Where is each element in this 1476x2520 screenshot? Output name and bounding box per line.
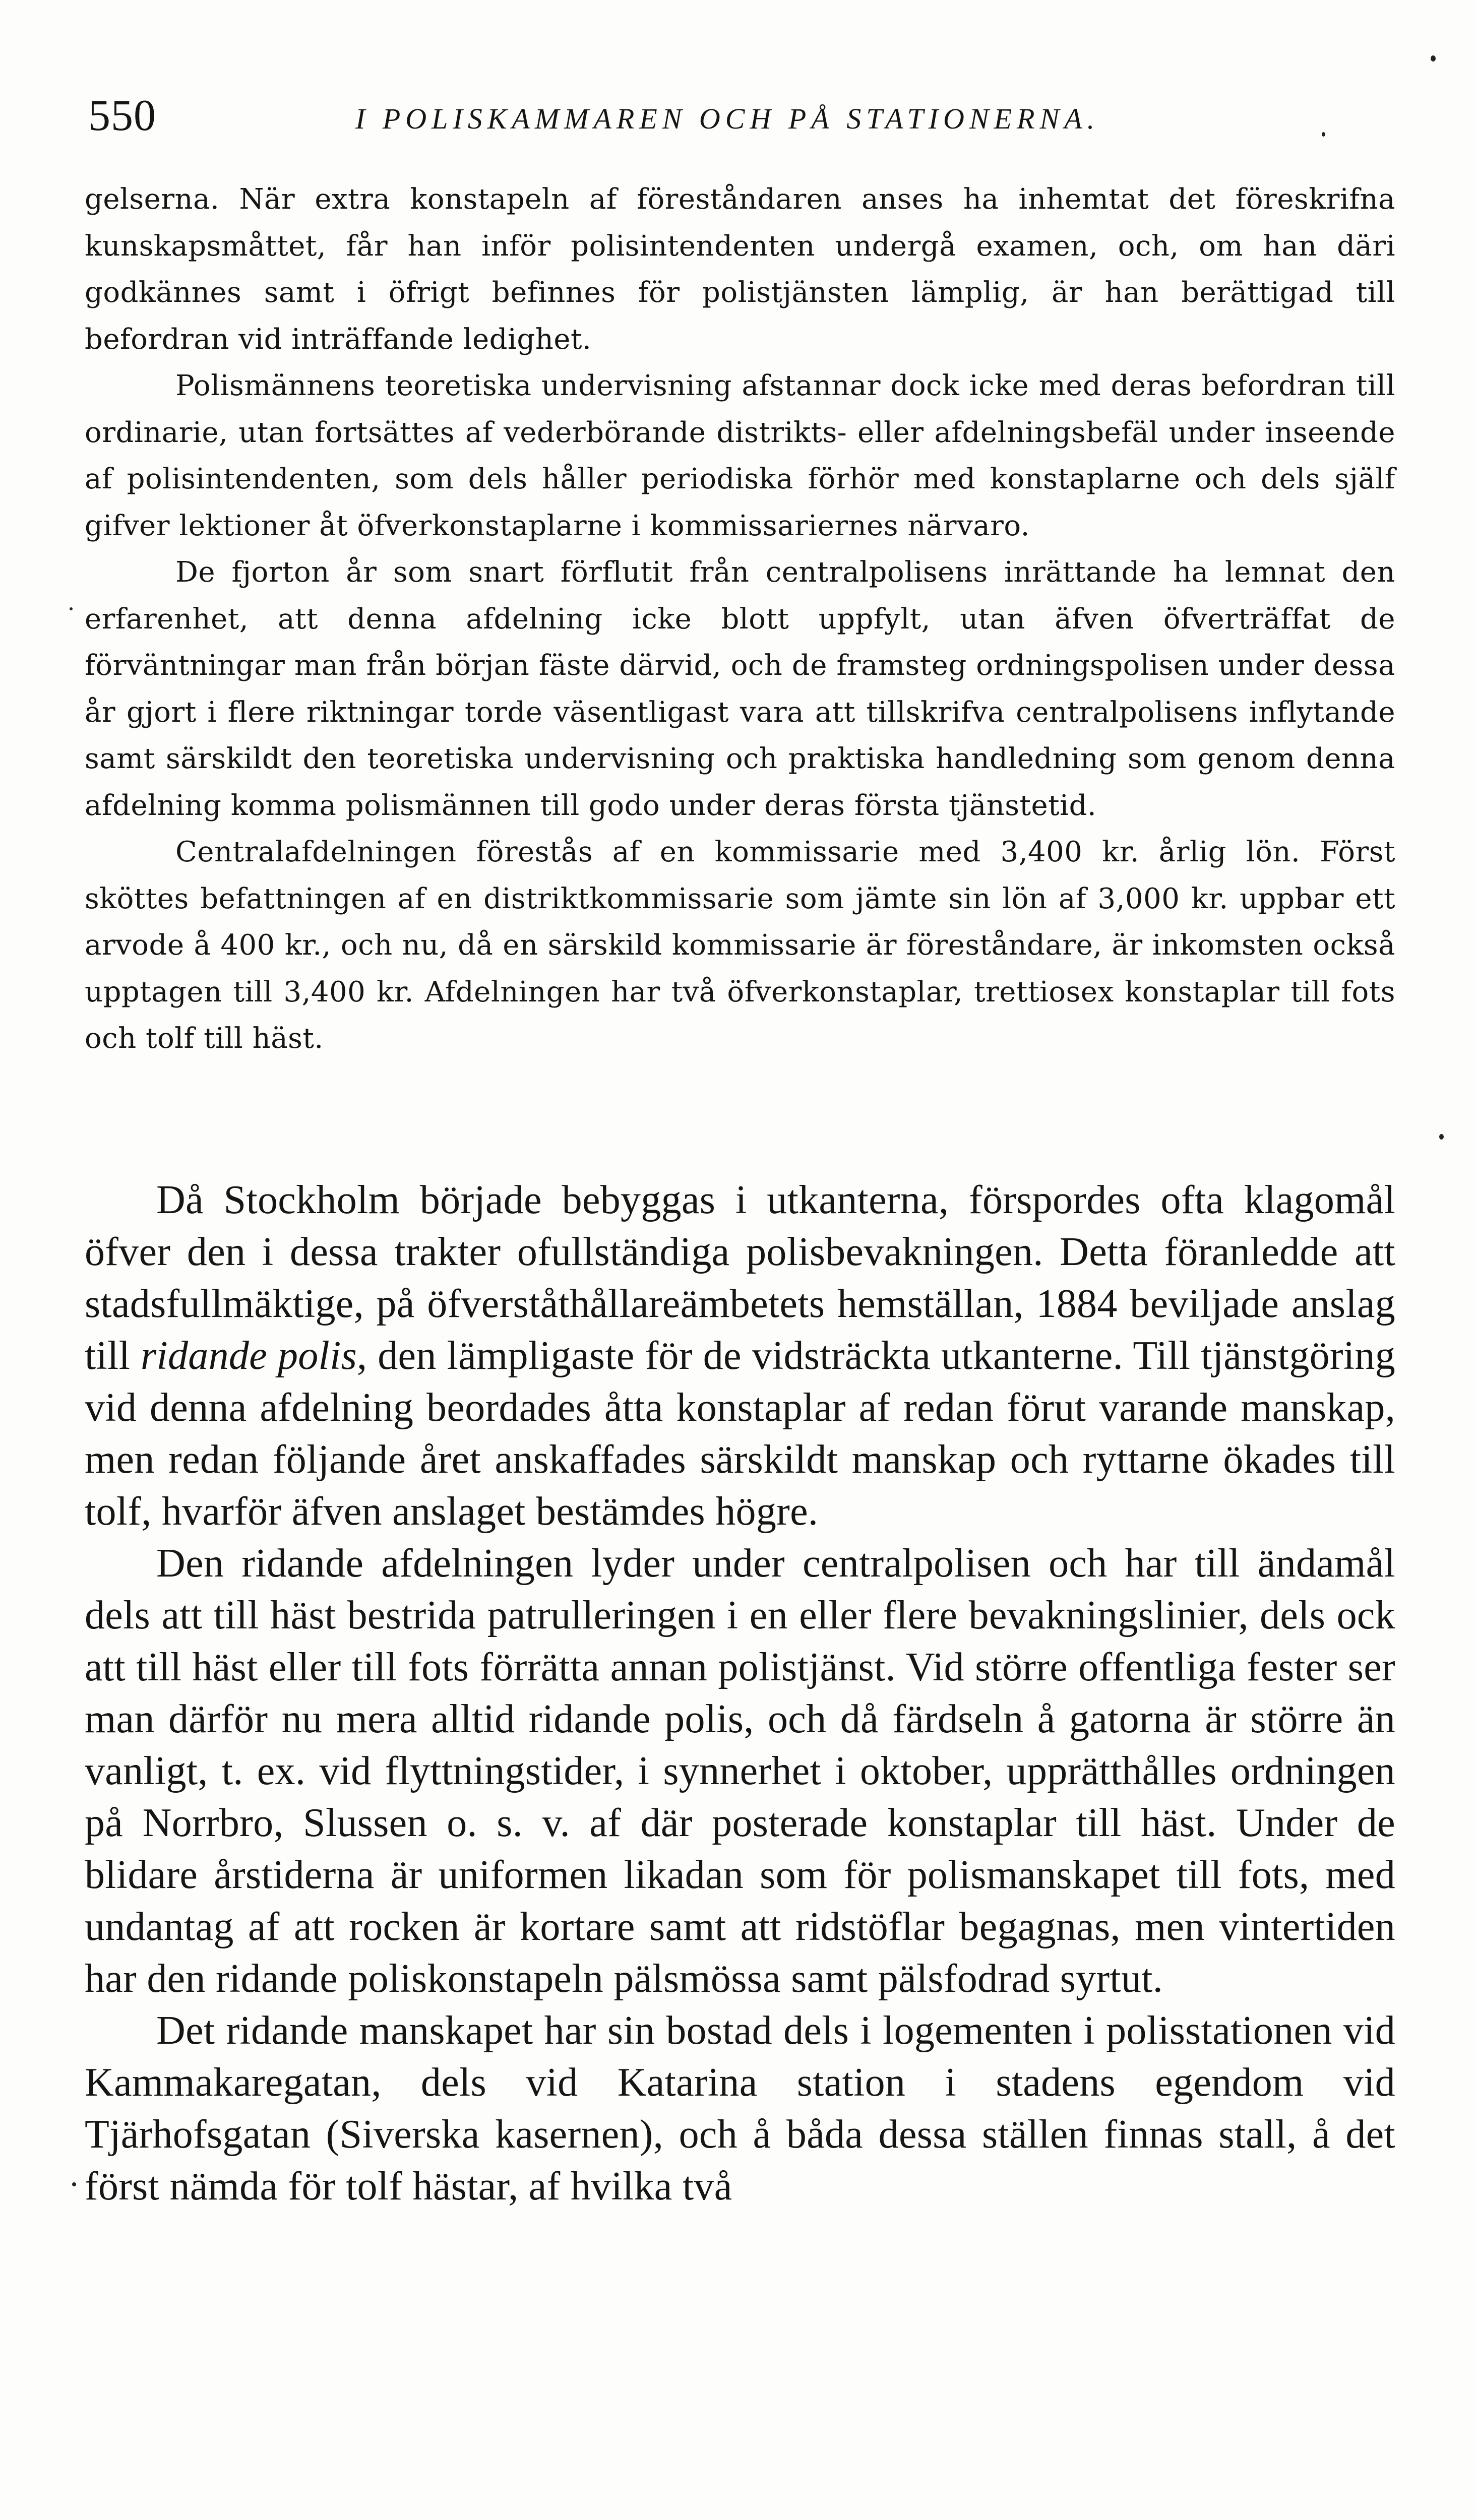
print-speck (1431, 55, 1436, 61)
running-head: I POLISKAMMAREN OCH PÅ STATIONERNA. (355, 102, 1100, 135)
paragraph-continued: gelserna. När extra konstapeln af föreståndaren anses ha inhemtat det föreskrifna kunskapsmåttet, får han inför polisintendenten undergå examen, och, om han däri godkännes samt i öfrigt befinnes för polistjänsten lämplig, är han berättigad till befordran vid inträffande ledighet. (85, 183, 1395, 356)
paragraph-mounted-police-origin (85, 1174, 1395, 1538)
text-run: Då Stockholm började bebyggas i utkanterna, förspordes ofta klagomål öfver den i dessa trakter ofullständiga polisbevakningen. Detta föranledde att stadsfullmäktige, på öfverståthållareämbetets hemställan, 1884 beviljade anslag till (85, 1178, 1395, 1378)
text-run: , den lämpligaste för de vidsträckta utkanterne. Till tjänstgöring vid denna afdelning beordades åtta konstaplar af redan förut varande manskap, men redan följande året anskaffades särskildt manskap och ryttarne ökades till tolf, hvarför äfven anslaget bestämdes högre. (85, 1334, 1395, 1534)
page-header (88, 81, 1399, 141)
paragraph-central-division: Centralafdelningen förestås af en kommissarie med 3,400 kr. årlig lön. Först sköttes befattningen af en distriktkommissarie som jämte sin lön af 3,000 kr. uppbar ett arvode å 400 kr., och nu, då en särskild kommissarie är föreståndare, är inkomsten också upptagen till 3,400 kr. Afdelningen har två öfverkonstaplar, trettiosex konstaplar till fots och tolf till häst. (85, 836, 1395, 1055)
print-speck (70, 607, 73, 610)
large-print-section (85, 1174, 1395, 2213)
print-speck (1439, 1134, 1444, 1140)
print-speck (1322, 132, 1325, 137)
print-speck (72, 2182, 76, 2186)
small-print-section (85, 176, 1395, 1062)
emphasized-term: ridande polis (141, 1334, 357, 1378)
paragraph-mounted-division-duties: Den ridande afdelningen lyder under centralpolisen och har till ändamål dels att till häst bestrida patrulleringen i en eller flere bevakningslinier, dels ock att till häst eller till fots förrätta annan polistjänst. Vid större offentliga fester ser man därför nu mera alltid ridande polis, och då färdseln å gatorna är större än vanligt, t. ex. vid flyttningstider, i synnerhet i oktober, upprätthålles ordningen på Norrbro, Slussen o. s. v. af där posterade konstaplar till häst. Under de blidare årstiderna är uniformen likadan som för polismanskapet till fots, med undantag af att rocken är kortare samt att ridstöflar begagnas, men vintertiden har den ridande poliskonstapeln pälsmössa samt pälsfodrad syrtut. (85, 1541, 1395, 2001)
paragraph-experience: De fjorton år som snart förflutit från centralpolisens inrättande ha lemnat den erfarenhet, att denna afdelning icke blott uppfylt, utan äfven öfverträffat de förväntningar man från början fäste därvid, och de framsteg ordningspolisen under dessa år gjort i flere riktningar torde väsentligast vara att tillskrifva centralpolisens inflytande samt särskildt den teoretiska undervisning och praktiska handledning som genom denna afdelning komma polismännen till godo under deras första tjänstetid. (85, 556, 1395, 822)
paragraph-mounted-quarters: Det ridande manskapet har sin bostad dels i logementen i polisstationen vid Kammakaregatan, dels vid Katarina station i stadens egendom vid Tjärhofsgatan (Siverska kasernen), och å båda dessa ställen finnas stall, å det först nämda för tolf hästar, af hvilka två (85, 2008, 1395, 2209)
page-number: 550 (88, 91, 156, 140)
paragraph-teaching: Polismännens teoretiska undervisning afstannar dock icke med deras befordran till ordinarie, utan fortsättes af vederbörande distrikts- eller afdelningsbefäl under inseende af polisintendenten, som dels håller periodiska förhör med konstaplarne och dels själf gifver lektioner åt öfverkonstaplarne i kommissariernes närvaro. (85, 369, 1395, 542)
